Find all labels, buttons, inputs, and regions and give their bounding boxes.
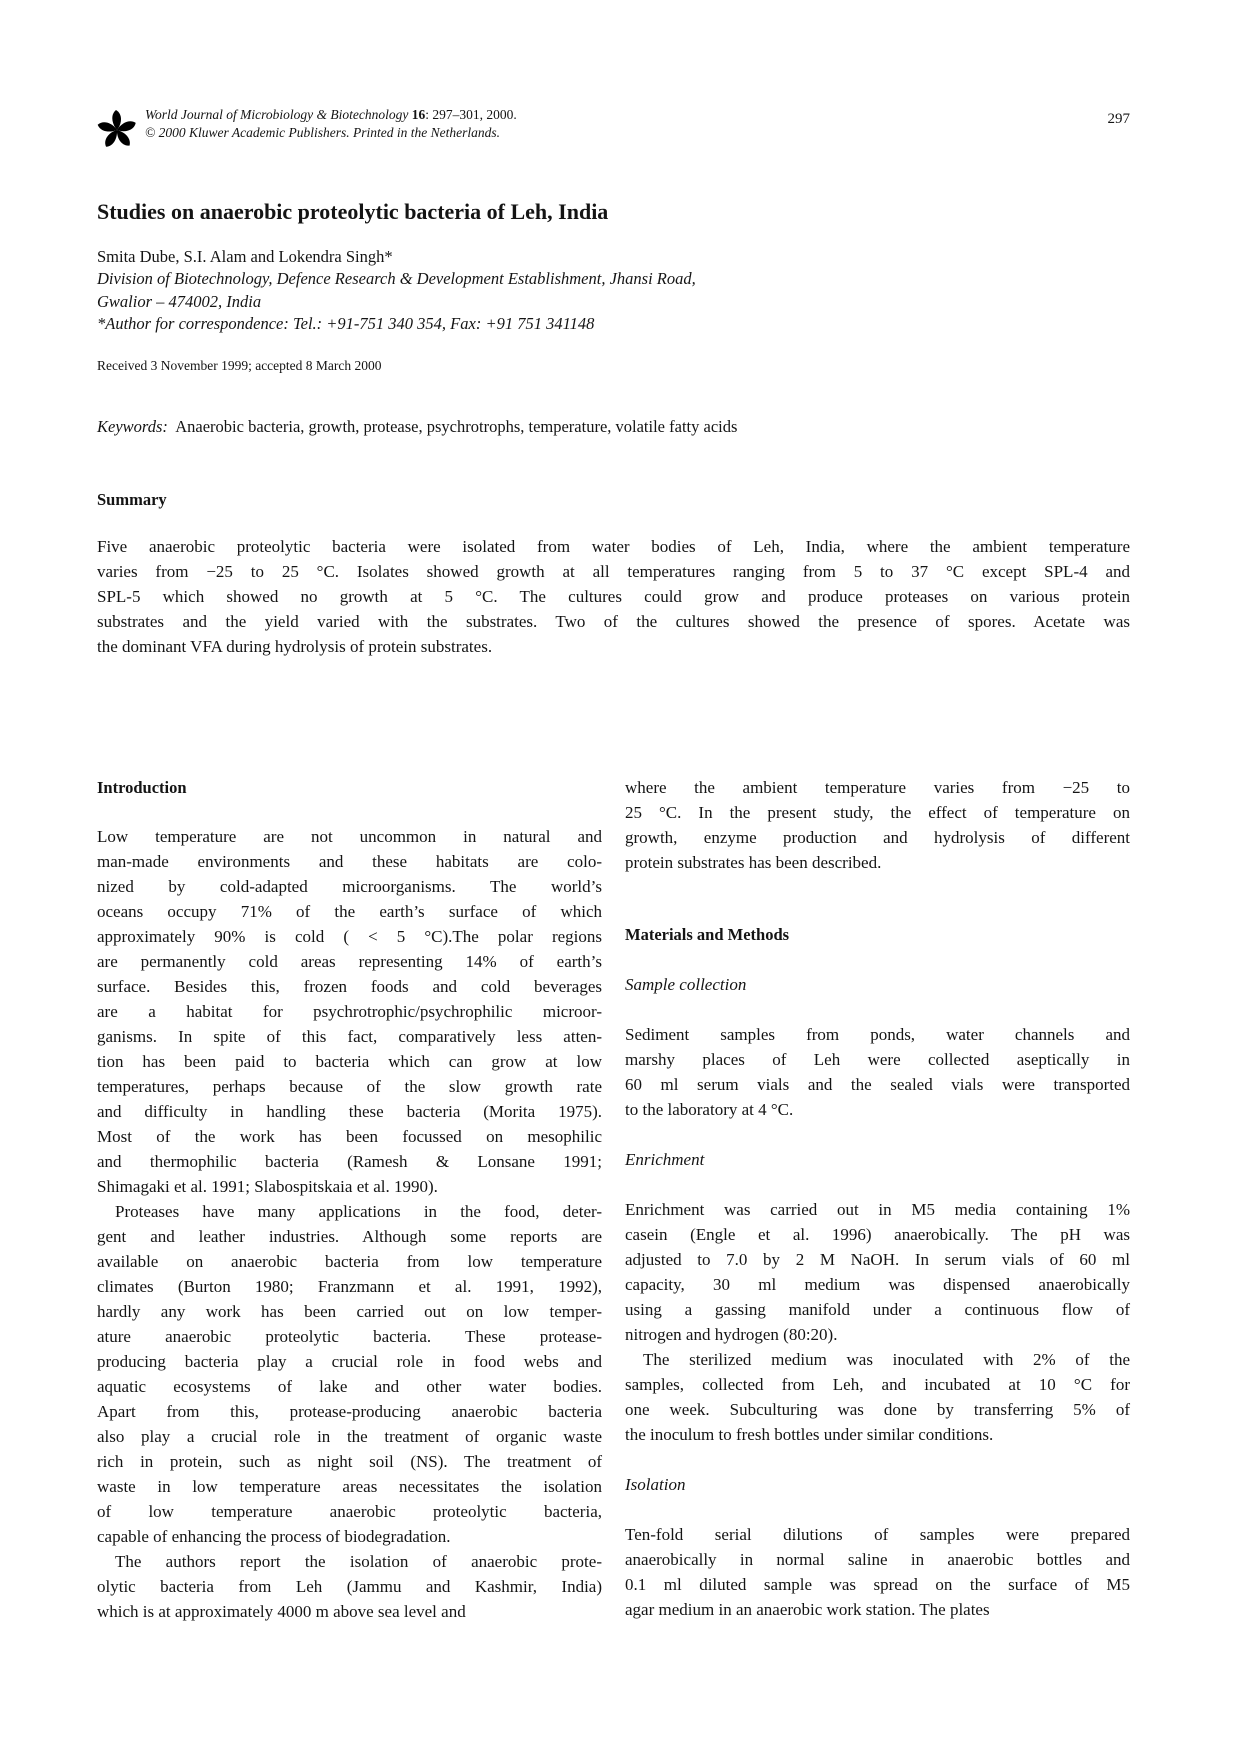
introduction-text [97,824,602,1624]
text-line: capacity, 30 ml medium was dispensed anaerobically [625,1275,1130,1294]
text-line: waste in low temperature areas necessitates the isolation [97,1477,602,1496]
text-line: samples, collected from Leh, and incubated at 10 °C for [625,1375,1130,1394]
text-line: temperatures, perhaps because of the slow growth rate [97,1077,602,1096]
text-line: using a gassing manifold under a continuous flow of [625,1300,1130,1319]
two-column-body [97,775,1130,1624]
affiliation-line-1: Division of Biotechnology, Defence Research & Development Establishment, Jhansi Road, [97,269,696,289]
journal-header [97,106,517,152]
text-line: rich in protein, such as night soil (NS). The treatment of [97,1452,602,1471]
text-line: SPL-5 which showed no growth at 5 °C. The cultures could grow and produce proteases on various protein [97,587,1130,606]
text-line: The sterilized medium was inoculated with 2% of the [643,1350,1130,1369]
text-line: the inoculum to fresh bottles under similar conditions. [625,1425,994,1444]
text-line: to the laboratory at 4 °C. [625,1100,794,1119]
sample-collection-subheading: Sample collection [625,975,747,994]
introduction-heading: Introduction [97,778,187,797]
correspondence-line: *Author for correspondence: Tel.: +91-751 340 354, Fax: +91 751 341148 [97,313,595,333]
text-line: casein (Engle et al. 1996) anaerobically. The pH was [625,1225,1130,1244]
text-line: where the ambient temperature varies from −25 to [625,778,1130,797]
right-column [625,775,1130,1624]
text-line: adjusted to 7.0 by 2 M NaOH. In serum vials of 60 ml [625,1250,1130,1269]
text-line: man-made environments and these habitats are colo- [97,852,602,871]
text-line: and difficulty in handling these bacteria (Morita 1975). [97,1102,602,1121]
text-line: one week. Subculturing was done by transferring 5% of [625,1400,1130,1419]
text-line: varies from −25 to 25 °C. Isolates showed growth at all temperatures ranging from 5 to 37 °C except SPL-4 and [97,562,1130,581]
text-line: of low temperature anaerobic proteolytic bacteria, [97,1502,602,1521]
text-line: ganisms. In spite of this fact, comparatively less atten- [97,1027,602,1046]
text-line: nized by cold-adapted microorganisms. The world’s [97,877,602,896]
text-line: 25 °C. In the present study, the effect of temperature on [625,803,1130,822]
text-line: capable of enhancing the process of biodegradation. [97,1527,451,1546]
text-line: and thermophilic bacteria (Ramesh & Lonsane 1991; [97,1152,602,1171]
text-line: oceans occupy 71% of the earth’s surface of which [97,902,602,921]
publisher-pinwheel-logo-icon [97,108,137,152]
text-line: available on anaerobic bacteria from low temperature [97,1252,602,1271]
text-line: Shimagaki et al. 1991; Slabospitskaia et al. 1990). [97,1177,438,1196]
journal-citation [145,106,517,141]
text-line: substrates and the yield varied with the substrates. Two of the cultures showed the presence of spores. Acetate was [97,612,1130,631]
introduction-continuation [625,775,1130,875]
text-line: Apart from this, protease-producing anaerobic bacteria [97,1402,602,1421]
text-line: are permanently cold areas representing 14% of earth’s [97,952,602,971]
text-line: Enrichment was carried out in M5 media containing 1% [625,1200,1130,1219]
journal-name: World Journal of Microbiology & Biotechnology [145,107,409,122]
text-line: Five anaerobic proteolytic bacteria were isolated from water bodies of Leh, India, where the ambient temperature [97,537,1130,556]
enrichment-text [625,1197,1130,1447]
text-line: anaerobically in normal saline in anaerobic bottles and [625,1550,1130,1569]
text-line: 0.1 ml diluted sample was spread on the surface of M5 [625,1575,1130,1594]
journal-citation-line [145,106,517,124]
text-line: which is at approximately 4000 m above sea level and [97,1602,466,1621]
text-line: growth, enzyme production and hydrolysis of different [625,828,1130,847]
keywords-text: Anaerobic bacteria, growth, protease, psychrotrophs, temperature, volatile fatty acids [175,417,738,436]
article-title: Studies on anaerobic proteolytic bacteria of Leh, India [97,198,609,224]
summary-heading: Summary [97,490,167,509]
text-line: ature anaerobic proteolytic bacteria. These protease- [97,1327,602,1346]
left-column [97,775,602,1624]
copyright-line: © 2000 Kluwer Academic Publishers. Printed in the Netherlands. [145,124,500,140]
text-line: marshy places of Leh were collected aseptically in [625,1050,1130,1069]
text-line: are a habitat for psychrotrophic/psychrophilic microor- [97,1002,602,1021]
keywords-line [97,415,1130,438]
text-line: producing bacteria play a crucial role in food webs and [97,1352,602,1371]
materials-methods-heading: Materials and Methods [625,925,790,944]
text-line: hardly any work has been carried out on low temper- [97,1302,602,1321]
text-line: Most of the work has been focussed on mesophilic [97,1127,602,1146]
byline-block [97,246,1130,335]
journal-pages: : 297–301, 2000. [425,107,517,122]
affiliation-line-2: Gwalior – 474002, India [97,291,262,311]
text-line: Sediment samples from ponds, water channels and [625,1025,1130,1044]
text-line: aquatic ecosystems of lake and other water bodies. [97,1377,602,1396]
summary-paragraph [97,534,1130,659]
text-line: 60 ml serum vials and the sealed vials were transported [625,1075,1130,1094]
sample-collection-text [625,1022,1130,1122]
text-line: Ten-fold serial dilutions of samples were prepared [625,1525,1130,1544]
keywords-label: Keywords: [97,417,168,436]
text-line: protein substrates has been described. [625,853,882,872]
text-line: approximately 90% is cold ( < 5 °C).The polar regions [97,927,602,946]
text-line: tion has been paid to bacteria which can grow at low [97,1052,602,1071]
text-line: olytic bacteria from Leh (Jammu and Kashmir, India) [97,1577,602,1596]
text-line: also play a crucial role in the treatment of organic waste [97,1427,602,1446]
isolation-text [625,1522,1130,1622]
text-line: climates (Burton 1980; Franzmann et al. 1991, 1992), [97,1277,602,1296]
page-number: 297 [1107,111,1130,127]
text-line: nitrogen and hydrogen (80:20). [625,1325,838,1344]
text-line: agar medium in an anaerobic work station. The plates [625,1600,990,1619]
received-line: Received 3 November 1999; accepted 8 March 2000 [97,358,382,373]
text-line: The authors report the isolation of anaerobic prote- [115,1552,602,1571]
text-line: surface. Besides this, frozen foods and cold beverages [97,977,602,996]
enrichment-subheading: Enrichment [625,1150,705,1169]
journal-volume: 16 [411,107,426,122]
authors-line: Smita Dube, S.I. Alam and Lokendra Singh* [97,247,393,266]
text-line: the dominant VFA during hydrolysis of protein substrates. [97,637,493,656]
isolation-subheading: Isolation [625,1475,686,1494]
text-line: Proteases have many applications in the food, deter- [115,1202,602,1221]
text-line: Low temperature are not uncommon in natural and [97,827,602,846]
text-line: gent and leather industries. Although some reports are [97,1227,602,1246]
